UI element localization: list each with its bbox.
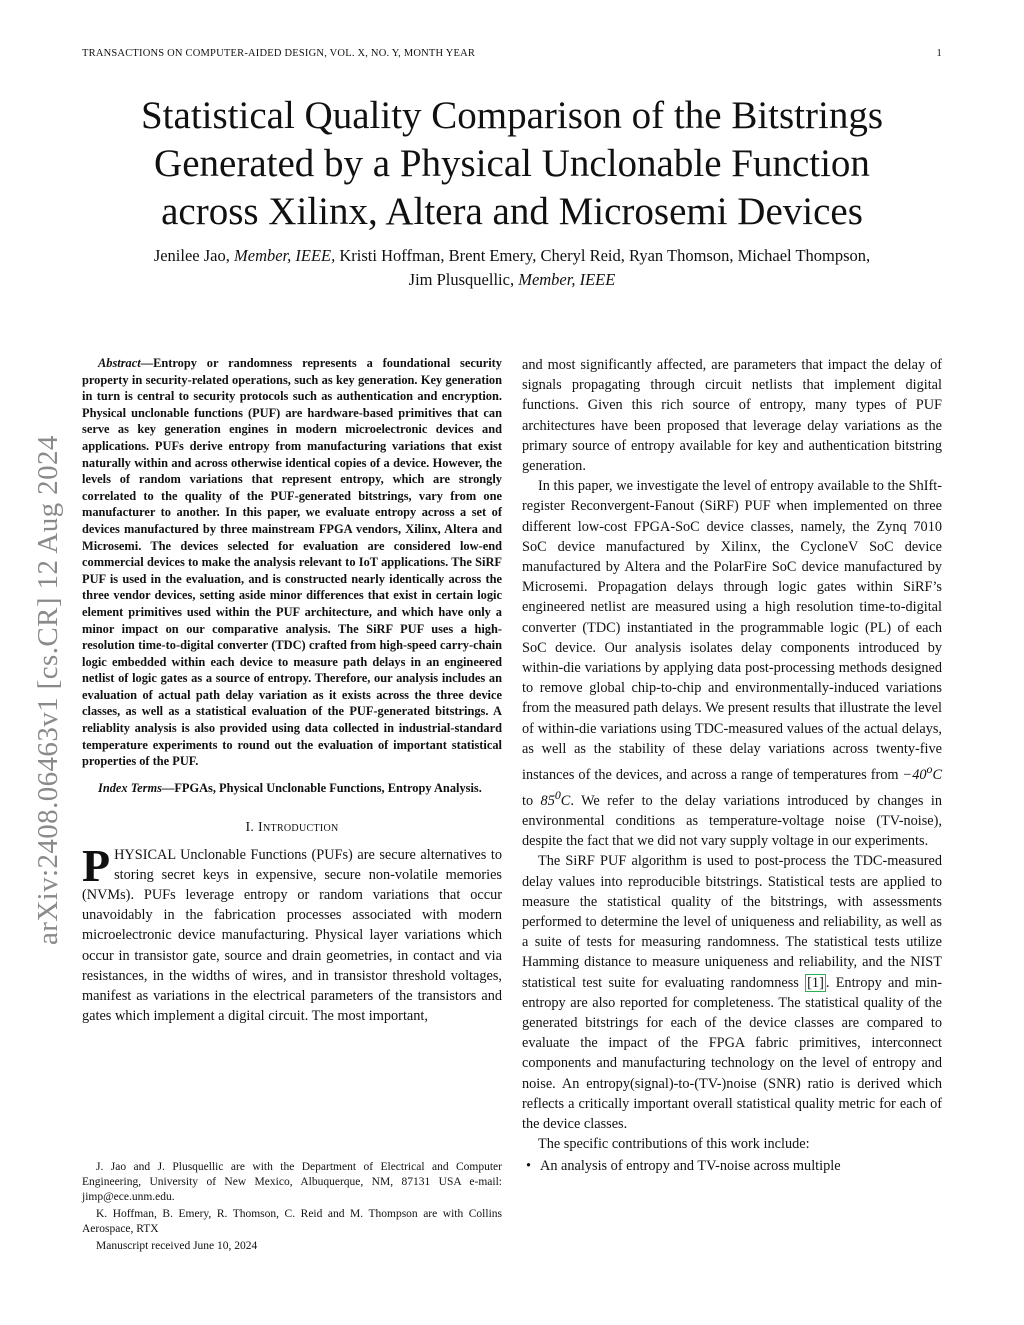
temp-high-unit: C [560,792,571,809]
footnotes [82,1160,502,1256]
first-word: HYSICAL [114,846,176,863]
running-head [82,48,942,62]
temp-high-value [540,788,571,809]
index-terms-label: Index Terms [98,780,162,795]
footnote-received: Manuscript received June 10, 2024 [96,1240,258,1252]
intro-p2-text-b: . We refer to the delay variations introduced by changes in environmental conditions as temperature-voltage noise (TV-noise), despite the fact that we did not vary supply voltage in our experiments. [522,792,942,850]
index-terms [82,780,502,797]
index-terms-text: —FPGAs, Physical Unclonable Functions, Entropy Analysis. [161,780,482,795]
journal-header: TRANSACTIONS ON COMPUTER-AIDED DESIGN, VOL. X, NO. Y, MONTH YEAR [82,48,476,59]
authors-middle: Kristi Hoffman, Brent Emery, Cheryl Reid, Ryan Thomson, Michael Thompson, [339,246,871,265]
section-title: Introduction [258,820,339,836]
left-column [82,355,502,1026]
footnote-affiliation-2: K. Hoffman, B. Emery, R. Thomson, C. Reid and M. Thompson are with Collins Aerospace, RTX [82,1208,502,1235]
temp-low-unit: C [932,766,942,783]
section-number: I. [245,820,255,836]
abstract-label: Abstract [98,356,141,370]
temp-low-value [902,762,942,783]
intro-p3-text-b: . Entropy and min-entropy are also reported for completeness. The statistical quality of the generated bitstrings for each of the device classes are compared to evaluate the impact of the FPGA fabric primitives, interconnect components and manufacturing technology on the level of entropy and noise. An entropy(signal)-to-(TV-)noise (SNR) ratio is derived which reflects a critically important overall statistical quality metric for each of the device classes. [522,974,942,1133]
author-last-name: Jim Plusquellic, [408,270,515,289]
temp-low-sup: o [926,762,933,777]
right-column [522,355,942,1177]
temp-range-to: to [522,792,541,809]
list-item: • An analysis of entropy and TV-noise across multiple [540,1156,942,1176]
title-line-3: across Xilinx, Altera and Microsemi Devices [161,190,863,233]
intro-paragraph-1 [82,839,502,1027]
section-heading [82,818,502,838]
author-1-name: Jenilee Jao, [153,246,230,265]
intro-paragraph-4: The specific contributions of this work include: [538,1136,810,1153]
arxiv-identifier: arXiv:2408.06463v1 [cs.CR] 12 Aug 2024 [32,435,64,945]
dropcap: P [82,839,111,891]
author-last-membership: Member, IEEE [518,270,616,289]
citation-link[interactable]: [1] [807,974,824,991]
intro-paragraph-3 [522,851,942,1134]
temp-high-sup: 0 [554,788,561,803]
page-number: 1 [936,48,942,59]
abstract [82,355,502,770]
paper-title [82,92,942,236]
author-1-membership: Member, IEEE, [234,246,336,265]
title-line-1: Statistical Quality Comparison of the Bitstrings [140,94,884,137]
intro-p3-text-a: The SiRF PUF algorithm is used to post-process the TDC-measured delay values into reproducible bitstrings. Statistical tests are applied to measure the statistical quality of the bitstrings, with assessments performed to determine the level of uniqueness and reliability, as well as a suite of tests for measuring randomness. The statistical tests utilize Hamming distance to measure uniqueness and reliability, and the NIST statistical test suite for evaluating randomness [522,853,942,991]
intro-p2-text-a: In this paper, we investigate the level of entropy available to the ShIft-register Reconvergent-Fanout (SiRF) PUF when implemented on three different low-cost FPGA-SoC device classes, namely, the Zynq 7010 SoC device manufactured by Xilinx, the CycloneV SoC device manufactured by Altera and the PolarFire SoC device manufactured by Microsemi. Propagation delays through logic gates within SiRF’s engineered netlist are measured using a high resolution time-to-digital converter (TDC) instantiated in the programmable logic (PL) of each SoC device. Our analysis isolates delay components introduced by within-die variations by applying data post-processing methods designed to remove global chip-to-chip and environmentally-induced variations from the measured path delays. We present results that illustrate the level of within-die variations using TDC-measured values of the actual delays, as well as the stability of these delay variations across twenty-five instances of the devices, and across a range of temperatures from [522,478,942,783]
intro-paragraph-1-continued: and most significantly affected, are parameters that impact the delay of signals propagating through circuit netlists that implement digital functions. Given this rich source of entropy, many types of PUF architectures have been proposed that leverage delay variations as the primary source of entropy available for key and authentication bitstring generation. [522,357,942,475]
temp-high-number: 85 [540,792,555,809]
author-list [82,244,942,292]
contributions-list [522,1156,942,1176]
abstract-text: —Entropy or randomness represents a foundational security property in security-related operations, such as key generation. Key generation in turn is central to security protocols such as authentication and encryption. Physical unclonable functions (PUF) are hardware-based primitives that can serve as key generation engines in modern microelectronic devices and applications. PUFs derive entropy from manufacturing variations that exist naturally within and across otherwise identical copies of a device. However, the levels of random variations that represent entropy, which are strongly correlated to the quality of the PUF-generated bitstrings, vary from one manufacturer to another. In this paper, we evaluate entropy across a set of devices manufactured by three mainstream FPGA vendors, Xilinx, Altera and Microsemi. The devices selected for evaluation are considered low-end commercial devices to make the analysis relevant to IoT applications. The SiRF PUF is used in the evaluation, and is constructed nearly identically across the three vendor devices, setting aside minor differences that exist in certain logic element primitives used within the PUF architecture, and which have only a minor impact on our comparative analysis. The SiRF PUF uses a high-resolution time-to-digital converter (TDC) crafted from high-speed carry-chain logic embedded within each device to measure path delays in an engineered netlist of logic gates as a source of entropy. Therefore, our analysis includes an evaluation of actual path delay variation as it exists across the three device classes, as well as a statistical evaluation of the PUF-generated bitstrings. A reliablity analysis is also provided using data collected in industrial-standard temperature experiments to round out the evaluation of important statistical properties of the PUF. [82,356,502,769]
intro-p1-text: Unclonable Functions (PUFs) are secure alternatives to storing secret keys in expensive, secure non-volatile memories (NVMs). PUFs leverage entropy or random variations that occur unavoidably in the fabrication processes associated with modern microelectronic device manufacturing. Physical layer variations which occur in transistor gate, source and drain geometries, in contact and via resistances, in the widths of wires, and in transistor threshold voltages, manifest as variations in the electrical parameters of the transistors and gates which implement a digital circuit. The most important, [82,846,502,1025]
intro-paragraph-2 [522,476,942,851]
footnote-affiliation-1: J. Jao and J. Plusquellic are with the Department of Electrical and Computer Engineering, University of New Mexico, Albuquerque, NM, 87131 USA e-mail: jimp@ece.unm.edu. [82,1161,502,1203]
temp-low-number: −40 [902,766,927,783]
title-line-2: Generated by a Physical Unclonable Function [154,142,870,185]
